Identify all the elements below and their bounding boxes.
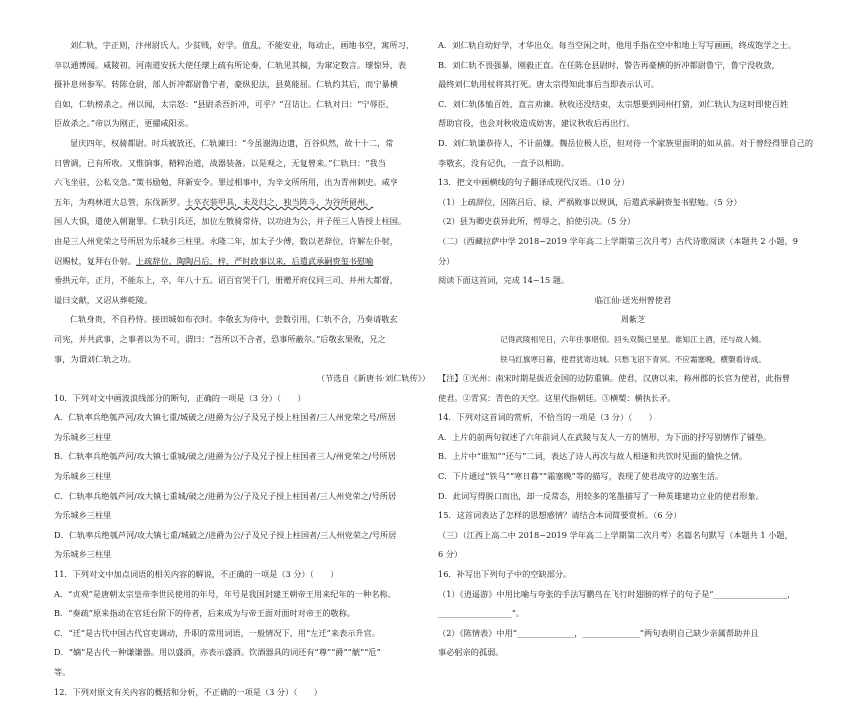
passage-line: 司宪，并共武事，之事者以为不可，谓曰：“吾所以不合者，恐事所蔽尔。”后敬玄果败，兄之 bbox=[54, 333, 386, 344]
passage-line: 国人大惧，遣使入朝谢罪。仁轨引兵还，加位左散骑常侍，以功进为公，并子侄三人皆授上柱国。 bbox=[54, 216, 407, 227]
passage-line: 显庆四年，权骑都尉。时兵被放还，仁轨谏曰：“今虽谢海边遗，百谷炽然，故十十二，常 bbox=[70, 137, 394, 148]
poem-line: 记得武陵相见日，六年往事堪惊。回头双鬓已星星。谁知江上酒，还与故人倾。 bbox=[500, 334, 766, 344]
passage-line: 刘仁轨，字正则，汴州尉氏人。少贫贱，好学。值乱，不能安业，每动止，画地书空，寓所习， bbox=[70, 40, 414, 50]
q12-option-c-cont: 帮助官役，也会对秋收造成妨害，建议秋收后再出行。 bbox=[438, 118, 635, 129]
passage-line: 垂拱元年，正月，不能东上，卒，年八十五。诏百官哭于门，册赠开府仪同三司、并州大都督， bbox=[54, 275, 398, 286]
q12-option-c: C．刘仁轨体恤百姓，直言劝谏。秋收还没结束，太宗想要到同州打猎，刘仁轨认为这时即使百姓 bbox=[438, 98, 789, 109]
passage-line bbox=[54, 193, 430, 213]
poem-author: 周紫芝 bbox=[620, 314, 646, 325]
q10-option-c: C．仁轨率兵绝瓠芦河/攻大镇七重城/破之/进爵为公/子及兄子授上柱国者/三人州党荣之/号所居 bbox=[54, 490, 397, 501]
wavy-underlined-text: 士卒衣装甲具，未及归之，独当阵斗，为谷所留州。 bbox=[185, 196, 374, 207]
q10-option-a-cont: 为乐城乡三柱里 bbox=[54, 431, 112, 442]
right-column bbox=[438, 36, 828, 663]
passage-line: 日曾调，已有所收。又惟饷事，精粹治道，战器装备。以是观之，无复曾来。”仁轨曰：“我当 bbox=[54, 157, 386, 168]
section-3-heading: （三）（江西上高二中 2018~2019 学年高二上学期第二次月考）名篇名句默写（本题共 1 小题， bbox=[438, 529, 793, 540]
q11-option-d: D．“嫡”是古代一种谦谦器。用以盛酒，亦表示盛酒。饮酒器具的词还有“尊”“爵”“觥”“卮” bbox=[54, 647, 381, 658]
q12-option-d-cont: 李敬玄，没有记仇，一直予以相助。 bbox=[438, 157, 570, 168]
poem-title: 临江仙·送光州曾使君 bbox=[594, 294, 672, 305]
poem-line: 铁马红旗寒日暮，使君犹寄边城。只愁飞诏下青冥。不应霜塞晚，横槊看诗成。 bbox=[500, 354, 766, 364]
passage-line: 卒以通博闻。咸陵初，河南道安抚大使任瓌上疏有所论奏，仁轨见其稿，为窜定数言。瓌惊异，表 bbox=[54, 59, 407, 70]
passage-line: 由是三人州党荣之号所居为乐城乡三柱里。永隆二年，加太子少傅，数以老辞位，许解左仆射， bbox=[54, 235, 398, 246]
left-column bbox=[54, 36, 430, 702]
q12-option-b-cont: 最终刘仁轨用杖将其打死。唐太宗得知此事后当即表示认可。 bbox=[438, 79, 660, 90]
q14-option-a: A．上片的前两句叙述了六年前词人在武陵与友人一方的情形，为下面的抒写别情作了铺垫。 bbox=[438, 431, 772, 442]
section-3-heading-cont: 6 分） bbox=[438, 549, 463, 560]
question-12-stem: 12．下列对原文有关内容的概括和分析，不正确的一项是（3 分）（ ） bbox=[54, 686, 322, 697]
passage-line: 自如，仁轨榜杀之。州以闻，太宗怒：“县尉杀吾折冲，可乎？”召诘让。仁轨对曰：“宁辱臣， bbox=[54, 98, 395, 109]
q13-part-2: （2）县为卿史获异此所，愕辱之，拍使引决。（5 分） bbox=[438, 216, 636, 227]
passage-text: 五年，为鸡林道大总管，东伐新罗。 bbox=[54, 196, 186, 207]
q12-option-b: B．刘仁轨不畏强暴，刚毅正直。在任陈仓县尉时，警告再豪横的折冲都尉鲁宁，鲁宁没收敛， bbox=[438, 59, 780, 70]
q12-option-d: D．刘仁轨谦恭待人，不计前嫌。魏岳位极人臣，但对待一个家族里面明的如从前。对于曾经得罪自己的 bbox=[438, 137, 814, 148]
passage-line: 臣故杀之。”帝以为刚正，更擢咸阳丞。 bbox=[54, 118, 194, 129]
reading-instruction: 阅读下面这首词，完成 14~15 题。 bbox=[438, 275, 570, 286]
q16-part-2: （2）《陈情表》中用“______________，______________”两句表明自己缺少亲属帮助并且 bbox=[438, 627, 759, 638]
q10-option-d: D．仁轨率兵绝瓠芦河/攻大镇七重/城破之/进爵为公/子及兄子授上柱国者/三人州党荣之/号所居 bbox=[54, 529, 397, 540]
section-2-heading: （二）（西藏拉萨中学 2018~2019 学年高二上学期第三次月考）古代诗歌阅读（本题共 2 小题，9 bbox=[438, 235, 799, 246]
question-13-stem: 13．把文中画横线的句子翻译成现代汉语。（10 分） bbox=[438, 177, 630, 188]
q11-option-a: A．“贞观”是唐朝太宗皇帝李世民使用的年号，年号是我国封建王朝帝王用来纪年的一种名称。 bbox=[54, 588, 396, 599]
passage-line: 仁轨身贵，不自矜恃。接田城如布衣时。李敬玄为侍中，尝数引用，仁轨不合，乃奏请敬玄 bbox=[70, 314, 398, 325]
q13-part-1: （1）上疏辞位，因陈吕后、禄、严祸败事以规讽，后遣武承嗣赍玺书慰勉。（5 分） bbox=[438, 196, 742, 207]
q16-part-2-cont: 事必躬亲的孤弱。 bbox=[438, 647, 504, 658]
q10-option-b: B．仁轨率兵绝瓠芦河/攻大镇七重城/破之/进爵为公/子及兄子授上柱国者三人/州党荣之/号所居 bbox=[54, 451, 396, 462]
passage-line: 六飞坐驻，公私交急。”策书励勉，拜新安令。罪过相事中，为辛文所所用，出为青州刺史。咸亨 bbox=[54, 177, 398, 188]
question-15-stem: 15．这首词表达了怎样的思想感情？请结合本词简要赏析。（6 分） bbox=[438, 510, 682, 521]
underlined-text: 上疏辞位，陶陶吕后，梓，严时政事以来，后遣武承嗣赍玺书慰喻 bbox=[135, 255, 374, 266]
q12-option-a: A．刘仁轨自幼好学，才华出众。每当空闲之时，他用手指在空中和地上写写画画，终成饱学之士。 bbox=[438, 40, 796, 50]
source-citation: （节选自《新唐书·刘仁轨传》） bbox=[316, 373, 430, 384]
passage-line: 谥曰文献，又诏从葬乾陵。 bbox=[54, 294, 153, 305]
q10-option-c-cont: 为乐城乡三柱里 bbox=[54, 510, 112, 521]
q10-option-d-cont: 为乐城乡三柱里 bbox=[54, 549, 112, 560]
question-10-stem: 10．下列对文中画波浪线部分的断句，正确的一项是（3 分）（ ） bbox=[54, 392, 306, 403]
q14-option-b: B．上片中“谁知”“还与”二词，表达了诗人再次与故人相逢和共饮时见面的愉快之情。 bbox=[438, 451, 748, 462]
q10-option-a: A．仁轨率兵绝瓠芦河/攻大镇七重/城破之/进爵为公/子及兄子授上柱国者/三人州党荣之号/所居 bbox=[54, 412, 396, 423]
q14-option-d: D．此词写得脱口而出，却一反常态，用较多的笔墨描写了一种英雄建功立业的使君形象。 bbox=[438, 490, 764, 501]
passage-text: 诏赐杖，复拜右仆射。 bbox=[54, 255, 136, 266]
question-14-stem: 14．下列对这首词的赏析，不恰当的一项是（3 分）（ ） bbox=[438, 412, 657, 423]
q16-part-1: （1）《逍遥游》中用比喻与夸张的手法写鹏鸟在飞行时翅膀的样子的句子是“__________________， bbox=[438, 588, 796, 599]
q11-option-c: C．“迁”是古代中国古代官吏调动，升职的常用词语，一般情况下，用“左迁”来表示升官。 bbox=[54, 627, 380, 638]
passage-line bbox=[54, 252, 430, 272]
passage-line: 摄补息州参军。转陈仓尉，部人折冲都尉鲁宁者，豪纵犯法，县莫能屈。仁轨约其后，而宁暴横 bbox=[54, 79, 398, 90]
poem-note-cont: 使君。②青冥：青色的天空。这里代指朝廷。③横槊：横执长矛。 bbox=[438, 392, 676, 403]
poem-note: 【注】①光州：南宋时期是拔近金国的边防重镇。使君，汉唐以来，称州郡的长官为使君，此指曾 bbox=[438, 373, 791, 384]
passage-line: 事，为谓刘仁轨之功。 bbox=[54, 353, 136, 364]
section-2-heading-cont: 分） bbox=[438, 255, 455, 266]
question-11-stem: 11．下列对文中加点词语的相关内容的解说，不正确的一项是（3 分）（ ） bbox=[54, 569, 339, 580]
q11-option-d-cont: 等。 bbox=[54, 667, 71, 677]
q11-option-b: B．“奏疏”原来指动在官廷台阶下的侍者，后来成为与帝王面对面时对帝王的敬称。 bbox=[54, 608, 355, 619]
question-16-stem: 16．补写出下列句子中的空缺部分。 bbox=[438, 569, 572, 580]
q10-option-b-cont: 为乐城乡三柱里 bbox=[54, 471, 112, 482]
q14-option-c: C．下片通过“铁马”“寒日暮”“霜塞晚”等的描写，表现了使君战守的边塞生活。 bbox=[438, 471, 724, 482]
q16-part-1-cont: __________________”。 bbox=[438, 608, 525, 619]
